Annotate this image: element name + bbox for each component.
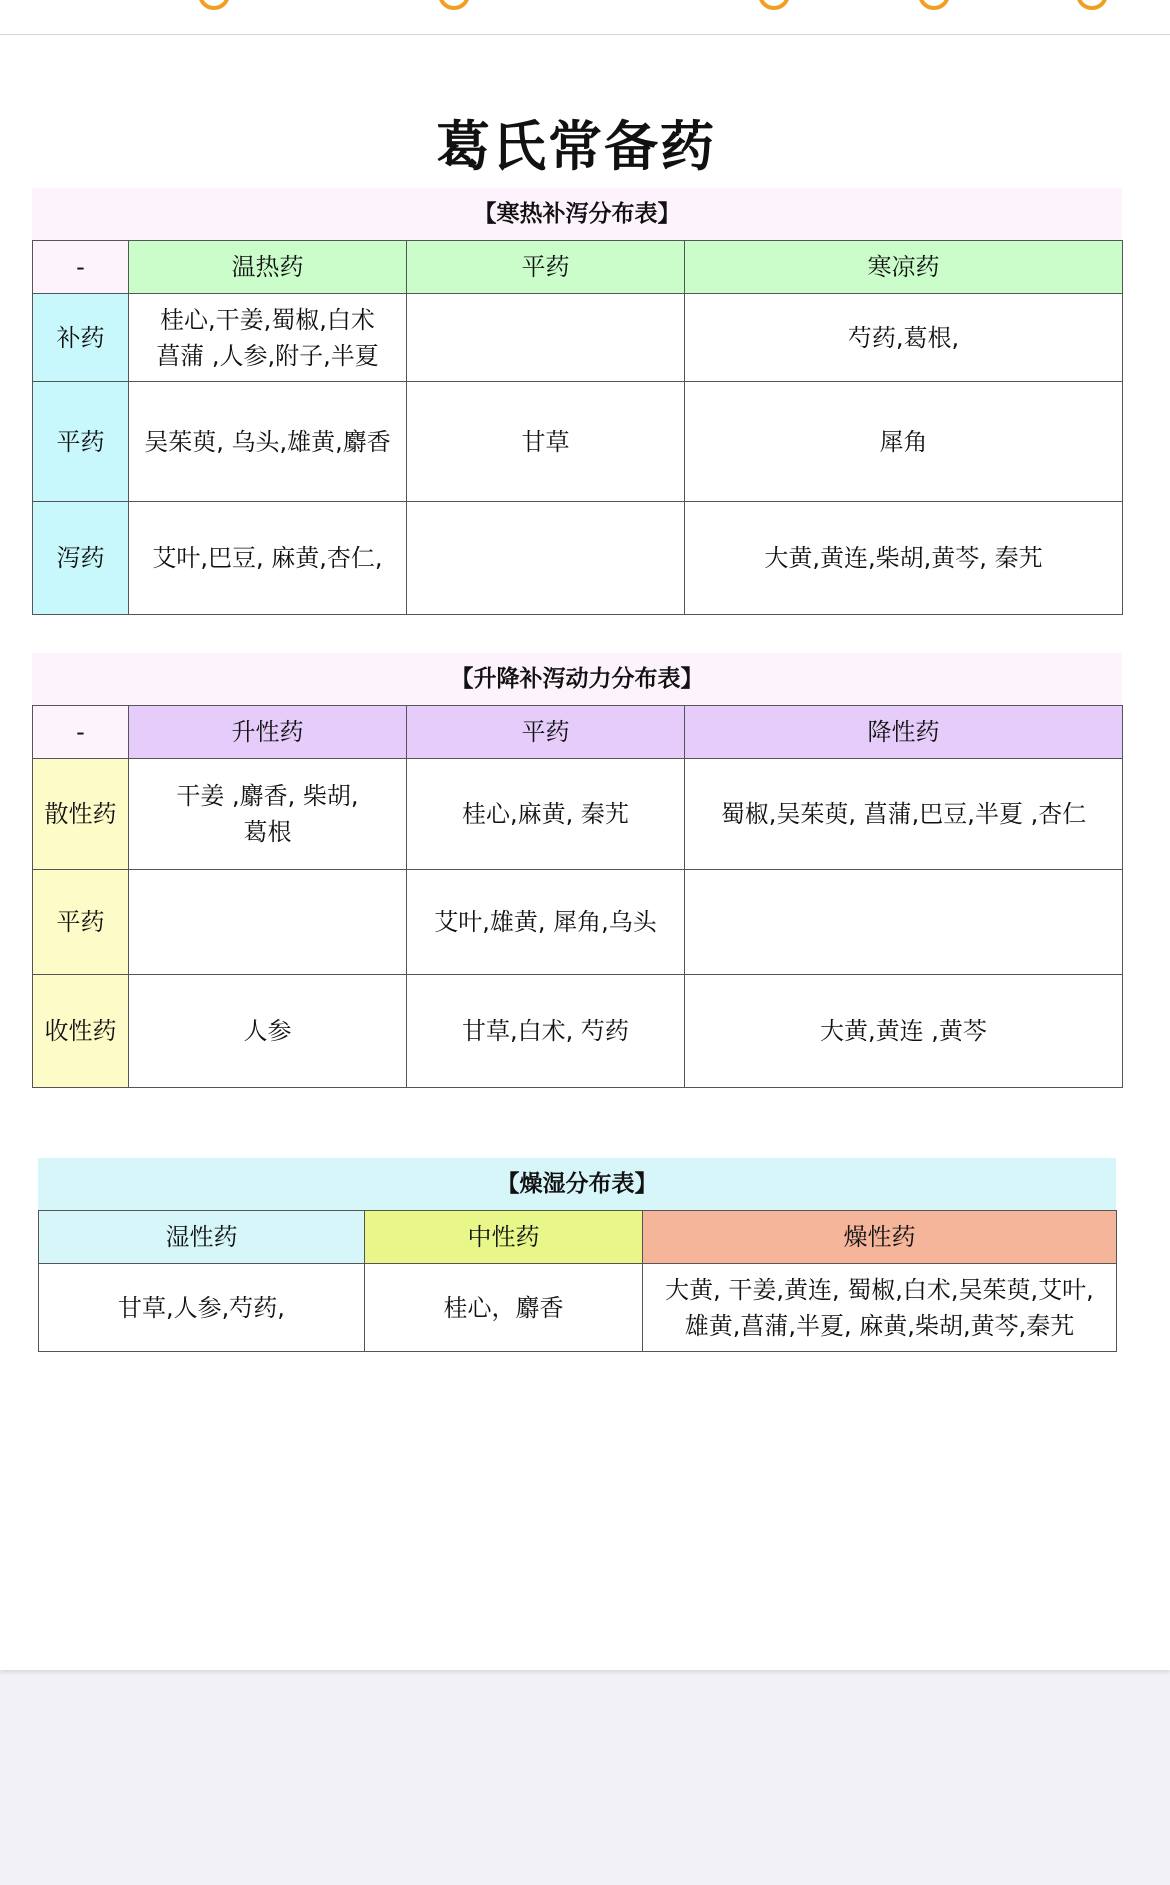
- cold-heat-table-block: [32, 188, 1122, 615]
- table-cell: 大黄,黄连 ,黄芩: [685, 975, 1123, 1088]
- table-cell: [407, 502, 685, 615]
- table-row: [33, 294, 1123, 382]
- column-header: 平药: [407, 706, 685, 759]
- table-row: [33, 502, 1123, 615]
- document-title: 葛氏常备药: [436, 115, 716, 178]
- corner-cell: -: [33, 241, 129, 294]
- table-cell: [407, 294, 685, 382]
- table-cell: [643, 1264, 1117, 1352]
- table-cell: 大黄,黄连,柴胡,黄芩, 秦艽: [685, 502, 1123, 615]
- corner-cell: -: [33, 706, 129, 759]
- column-header: 平药: [407, 241, 685, 294]
- table-cell: [685, 870, 1123, 975]
- table-cell: 芍药,葛根,: [685, 294, 1123, 382]
- column-header: 湿性药: [39, 1211, 365, 1264]
- column-header: 升性药: [129, 706, 407, 759]
- table-caption: 【升降补泻动力分布表】: [32, 653, 1122, 705]
- dry-damp-table-block: [38, 1158, 1116, 1352]
- table-row: [39, 1264, 1117, 1352]
- table-cell: [129, 294, 407, 382]
- row-header: 补药: [33, 294, 129, 382]
- row-header: 平药: [33, 870, 129, 975]
- table-cell: 犀角: [685, 382, 1123, 502]
- table-cell: 人参: [129, 975, 407, 1088]
- table-caption: 【燥湿分布表】: [38, 1158, 1116, 1210]
- top-toolbar: [0, 0, 1170, 35]
- table-cell: [129, 870, 407, 975]
- table-cell: 桂心，麝香: [365, 1264, 643, 1352]
- table-row: [39, 1211, 1117, 1264]
- column-header: 温热药: [129, 241, 407, 294]
- table-row: [33, 975, 1123, 1088]
- cell-line: 雄黄,菖蒲,半夏, 麻黄,柴胡,黄芩,秦艽: [684, 1311, 1075, 1340]
- row-header: 平药: [33, 382, 129, 502]
- table-row: [33, 870, 1123, 975]
- toolbar-icon[interactable]: [1076, 0, 1108, 10]
- row-header: 收性药: [33, 975, 129, 1088]
- dry-damp-table: [38, 1210, 1117, 1352]
- toolbar-icon[interactable]: [198, 0, 230, 10]
- row-header: 泻药: [33, 502, 129, 615]
- column-header: 降性药: [685, 706, 1123, 759]
- toolbar-icon[interactable]: [438, 0, 470, 10]
- table-row: [33, 241, 1123, 294]
- table-cell: 甘草,人参,芍药,: [39, 1264, 365, 1352]
- toolbar-icon[interactable]: [918, 0, 950, 10]
- cold-heat-table: [32, 240, 1123, 615]
- table-cell: 甘草,白术, 芍药: [407, 975, 685, 1088]
- cell-line: 菖蒲 ,人参,附子,半夏: [156, 341, 379, 370]
- table-caption: 【寒热补泻分布表】: [32, 188, 1122, 240]
- column-header: 燥性药: [643, 1211, 1117, 1264]
- table-row: [33, 706, 1123, 759]
- cell-line: 葛根: [243, 818, 292, 846]
- toolbar-icon[interactable]: [758, 0, 790, 10]
- table-cell: 甘草: [407, 382, 685, 502]
- table-cell: 艾叶,雄黄, 犀角,乌头: [407, 870, 685, 975]
- table-cell: 艾叶,巴豆, 麻黄,杏仁,: [129, 502, 407, 615]
- table-cell: [129, 759, 407, 870]
- table-cell: 吴茱萸, 乌头,雄黄,麝香: [129, 382, 407, 502]
- column-header: 寒凉药: [685, 241, 1123, 294]
- cell-line: 干姜 ,麝香, 柴胡,: [176, 782, 359, 810]
- dynamics-table-block: [32, 653, 1122, 1088]
- table-row: [33, 382, 1123, 502]
- table-row: [33, 759, 1123, 870]
- cell-line: 桂心,干姜,蜀椒,白术: [160, 305, 375, 334]
- dynamics-table: [32, 705, 1123, 1088]
- cell-line: 大黄, 干姜,黄连, 蜀椒,白术,吴茱萸,艾叶,: [665, 1275, 1094, 1304]
- row-header: 散性药: [33, 759, 129, 870]
- table-cell: 蜀椒,吴茱萸, 菖蒲,巴豆,半夏 ,杏仁: [685, 759, 1123, 870]
- table-cell: 桂心,麻黄, 秦艽: [407, 759, 685, 870]
- column-header: 中性药: [365, 1211, 643, 1264]
